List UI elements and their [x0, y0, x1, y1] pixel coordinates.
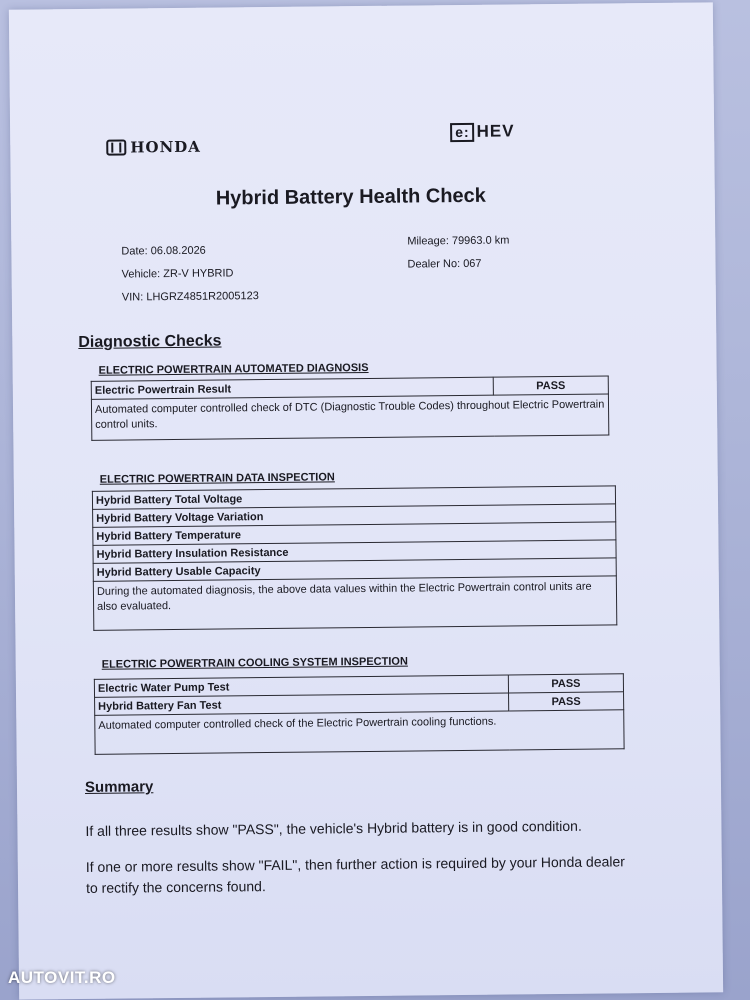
vin-field: VIN: LHGRZ4851R2005123: [121, 290, 259, 304]
automated-diagnosis-table: [91, 375, 610, 440]
summary-heading: Summary: [84, 778, 154, 796]
honda-logo: [106, 138, 201, 157]
powertrain-result-label: Electric Powertrain Result: [91, 377, 493, 399]
diagnostic-heading: Diagnostic Checks: [78, 332, 222, 352]
summary-line-pass: If all three results show "PASS", the vehicle's Hybrid battery is in good condition.: [85, 817, 582, 839]
water-pump-test-result: PASS: [508, 674, 623, 693]
cooling-inspection-table: [94, 673, 625, 755]
data-inspection-title: ELECTRIC POWERTRAIN DATA INSPECTION: [99, 471, 335, 486]
data-row-usable-capacity: Hybrid Battery Usable Capacity: [93, 558, 616, 581]
document-title: Hybrid Battery Health Check: [215, 184, 486, 210]
fan-test-label: Hybrid Battery Fan Test: [95, 693, 509, 715]
automated-diagnosis-description: Automated computer controlled check of DTC (Diagnostic Trouble Codes) throughout Electric Powertrain control units.: [91, 394, 608, 440]
data-row-insulation-resistance: Hybrid Battery Insulation Resistance: [93, 540, 616, 563]
honda-brand-text: HONDA: [130, 137, 201, 157]
mileage-field: Mileage: 79963.0 km: [407, 234, 510, 248]
autovit-watermark: AUTOVIT.RO: [8, 968, 116, 987]
data-row-total-voltage: Hybrid Battery Total Voltage: [92, 486, 615, 509]
date-field: Date: 06.08.2026: [121, 244, 206, 258]
table-row: [95, 710, 624, 755]
table-row: [91, 394, 608, 440]
meta-left: [121, 239, 259, 309]
document-page: [9, 2, 723, 999]
honda-h-icon: [106, 139, 126, 155]
ehev-mark: e:: [450, 122, 475, 141]
data-inspection-table: [92, 485, 617, 630]
ehev-logo: [450, 121, 515, 142]
cooling-inspection-title: ELECTRIC POWERTRAIN COOLING SYSTEM INSPECTION: [101, 655, 408, 671]
vehicle-field: Vehicle: ZR-V HYBRID: [121, 267, 234, 281]
data-row-temperature: Hybrid Battery Temperature: [93, 522, 616, 545]
table-row: [93, 576, 616, 630]
data-row-voltage-variation: Hybrid Battery Voltage Variation: [93, 504, 616, 527]
summary-line-fail: If one or more results show "FAIL", then further action is required by your Honda dealer to rectify the concerns found.: [85, 853, 625, 896]
cooling-inspection-description: Automated computer controlled check of the Electric Powertrain cooling functions.: [95, 710, 624, 755]
dealer-field: Dealer No: 067: [407, 257, 482, 271]
data-inspection-description: During the automated diagnosis, the above data values within the Electric Powertrain control units are also evaluated.: [93, 576, 616, 630]
fan-test-result: PASS: [509, 692, 624, 711]
ehev-text: HEV: [476, 121, 515, 141]
meta-right: [407, 229, 510, 276]
water-pump-test-label: Electric Water Pump Test: [94, 675, 508, 697]
automated-diagnosis-title: ELECTRIC POWERTRAIN AUTOMATED DIAGNOSIS: [98, 361, 369, 377]
powertrain-result-value: PASS: [493, 376, 608, 395]
